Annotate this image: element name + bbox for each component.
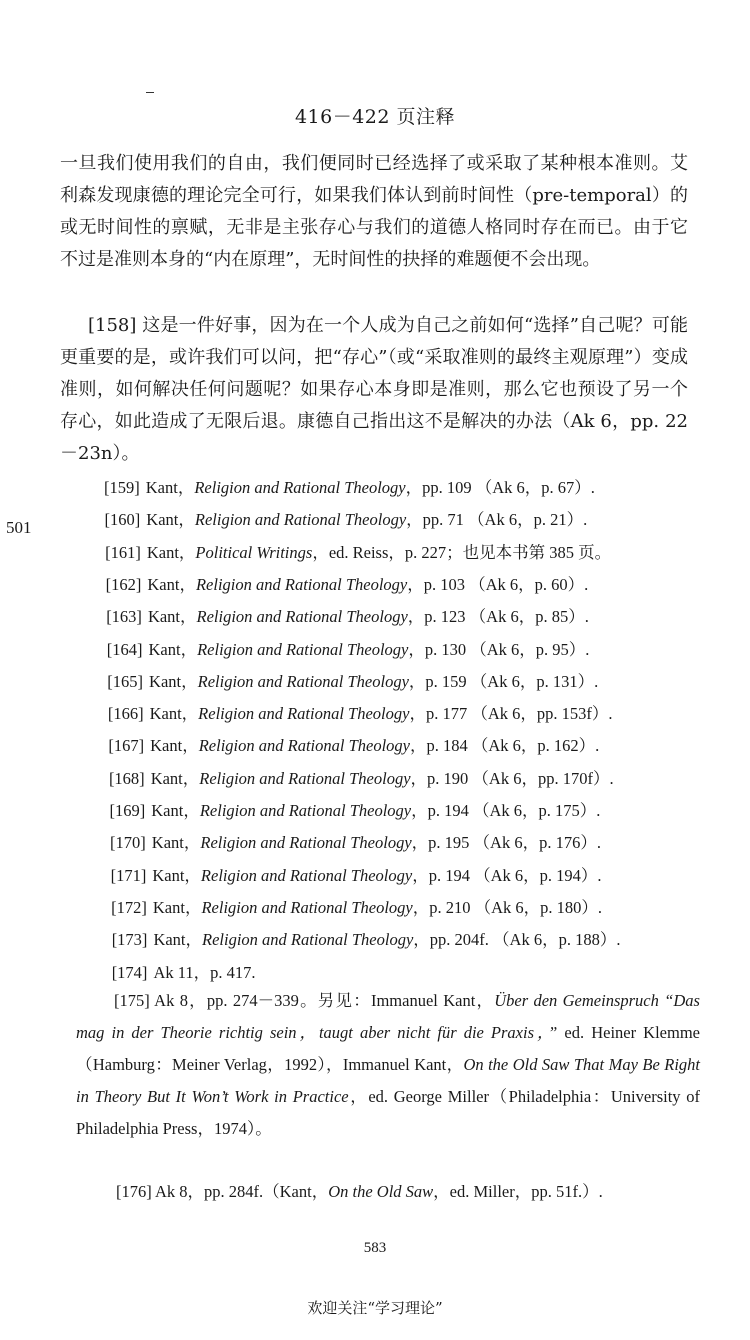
endnote-line (109, 767, 709, 791)
note-number: [161] (105, 542, 141, 562)
note-reference: ，p. 184 （Ak 6，p. 162）. (410, 736, 600, 756)
note-author: Ak 11，p. 417. (153, 962, 256, 982)
note-number: [166] (107, 704, 144, 724)
note-title: Religion and Rational Theology (196, 607, 408, 627)
note-number: [170] (110, 833, 146, 853)
endnote-line (112, 961, 712, 985)
note-author: Kant， (149, 704, 199, 724)
paragraph-1: 一旦我们使用我们的自由，我们便同时已经选择了或采取了某种根本准则。艾利森发现康德的理论完全可行，如果我们体认到前时间性（pre-temporal）的或无时间性的禀赋，无非是主张存心与我们的道德人格同时存在而已。由于它不过是准则本身的“内在原理”，无时间性的抉择的难题便不会出现。 (60, 153, 688, 270)
note-title: Religion and Rational Theology (198, 736, 410, 756)
note-reference: ，pp. 109 （Ak 6，p. 67）. (405, 478, 595, 497)
note-number: [162] (105, 574, 142, 594)
note-reference: ，p. 190 （Ak 6，pp. 170f）. (410, 768, 614, 788)
note-title: Religion and Rational Theology (200, 865, 413, 885)
note-author: Kant， (151, 833, 201, 853)
note-title: Religion and Rational Theology (197, 671, 409, 691)
note-author: Kant， (152, 897, 202, 917)
note-title: Religion and Rational Theology (194, 478, 406, 497)
note-title: Religion and Rational Theology (198, 704, 410, 724)
note-reference: ，ed. Reiss，p. 227；也见本书第 385 页。 (312, 542, 612, 562)
note-number: [173] (111, 930, 148, 950)
endnote-line (111, 864, 711, 888)
stray-mark (146, 92, 154, 93)
running-header: 416－422 页注释 (294, 106, 456, 128)
note-reference: ，p. 194 （Ak 6，p. 194）. (412, 865, 602, 885)
endnote-175: [175] Ak 8，pp. 274－339。另见：Immanuel Kant，Über den Gemeinspruch “Das mag in der Theorie richtig sein，taugt aber nicht für die Praxis，” ed. Heiner Klemme（Hamburg：Meiner Verlag，1992），Immanuel Kant，On the Old Saw That May Be Right in Theory But It Won’t Work in Practice，ed. George Miller（Philadelphia：University of Philadelphia Press，1974）。 (76, 991, 701, 1138)
note-author: Kant， (150, 736, 199, 756)
note-number: [167] (108, 736, 145, 756)
note-number: [168] (108, 768, 145, 788)
note-author: Kant， (149, 671, 198, 691)
endnote-line (110, 831, 710, 855)
note-author: Kant， (146, 510, 195, 530)
note-number: [169] (109, 801, 146, 820)
note-reference: ，p. 210 （Ak 6，p. 180）. (412, 897, 603, 917)
note-title: Religion and Rational Theology (194, 510, 407, 530)
note-reference: ，pp. 71 （Ak 6，p. 21）. (406, 510, 588, 530)
note-number: [176] (116, 1182, 152, 1201)
note-title: Religion and Rational Theology (200, 833, 412, 853)
note-number: [172] (111, 897, 147, 917)
note-title: Religion and Rational Theology (197, 639, 409, 659)
note-author: Kant， (151, 801, 200, 820)
note-reference: ，p. 103 （Ak 6，p. 60）. (407, 574, 589, 594)
note-author: Kant， (147, 574, 196, 594)
margin-page-number: 501 (6, 518, 32, 537)
note-reference: ，p. 123 （Ak 6，p. 85）. (407, 607, 589, 627)
note-number: [164] (106, 639, 143, 659)
note-author: Kant， (146, 542, 196, 562)
note-number: [159] (104, 478, 140, 497)
paragraph-2: [158] 这是一件好事，因为在一个人成为自己之前如何“选择”自己呢？可能更重要的是，或许我们可以问，把“存心”（或“采取准则的最终主观原理”）变成准则，如何解决任何问题呢？如果存心本身即是准则，那么它也预设了另一个存心，如此造成了无限后退。康德自己指出这不是解决的办法（Ak 6，pp. 22－23n）。 (60, 315, 688, 464)
endnote-line (106, 573, 706, 597)
note-author: Kant， (148, 639, 198, 659)
footer-caption: 欢迎关注“学习理论” (307, 1299, 443, 1317)
endnote-line (105, 541, 705, 565)
endnote-line (108, 734, 708, 758)
endnote-line (111, 896, 711, 920)
note-reference: ，p. 194 （Ak 6，p. 175）. (411, 801, 601, 820)
endnote-176: [176] Ak 8，pp. 284f.（Kant，On the Old Saw，ed. Miller，pp. 51f.）. (116, 1182, 603, 1201)
note-title: Religion and Rational Theology (201, 897, 413, 917)
note-number: [163] (106, 607, 142, 627)
note-author: Kant， (153, 930, 203, 950)
endnote-line (107, 638, 707, 662)
endnote-line (112, 928, 712, 952)
note-title: Religion and Rational Theology (199, 768, 411, 788)
page-number: 583 (363, 1240, 387, 1256)
endnote-line (108, 702, 708, 726)
note-reference: ，p. 195 （Ak 6，p. 176）. (411, 833, 601, 853)
endnote-line (110, 799, 710, 823)
note-reference: ，pp. 204f. （Ak 6，p. 188）. (413, 930, 621, 950)
endnote-line (106, 605, 706, 629)
note-title: Religion and Rational Theology (199, 801, 412, 820)
endnote-line (105, 508, 705, 532)
endnote-line (104, 476, 704, 500)
note-title: Religion and Rational Theology (202, 930, 414, 950)
note-number: [174] (111, 962, 148, 982)
note-number: [160] (104, 510, 141, 530)
note-author: Kant， (147, 607, 197, 627)
note-author: Kant， (145, 478, 195, 497)
note-number: [165] (107, 671, 144, 691)
note-reference: ，p. 159 （Ak 6，p. 131）. (408, 671, 599, 691)
note-number: [175] (114, 991, 150, 1010)
note-number: [171] (110, 865, 147, 885)
note-reference: ，p. 130 （Ak 6，p. 95）. (408, 639, 590, 659)
note-author: Kant， (150, 768, 200, 788)
endnote-line (107, 670, 707, 694)
note-reference: ，p. 177 （Ak 6，pp. 153f）. (409, 704, 613, 724)
note-title: Religion and Rational Theology (195, 574, 408, 594)
note-author: Kant， (152, 865, 201, 885)
note-title: Political Writings (195, 542, 313, 562)
